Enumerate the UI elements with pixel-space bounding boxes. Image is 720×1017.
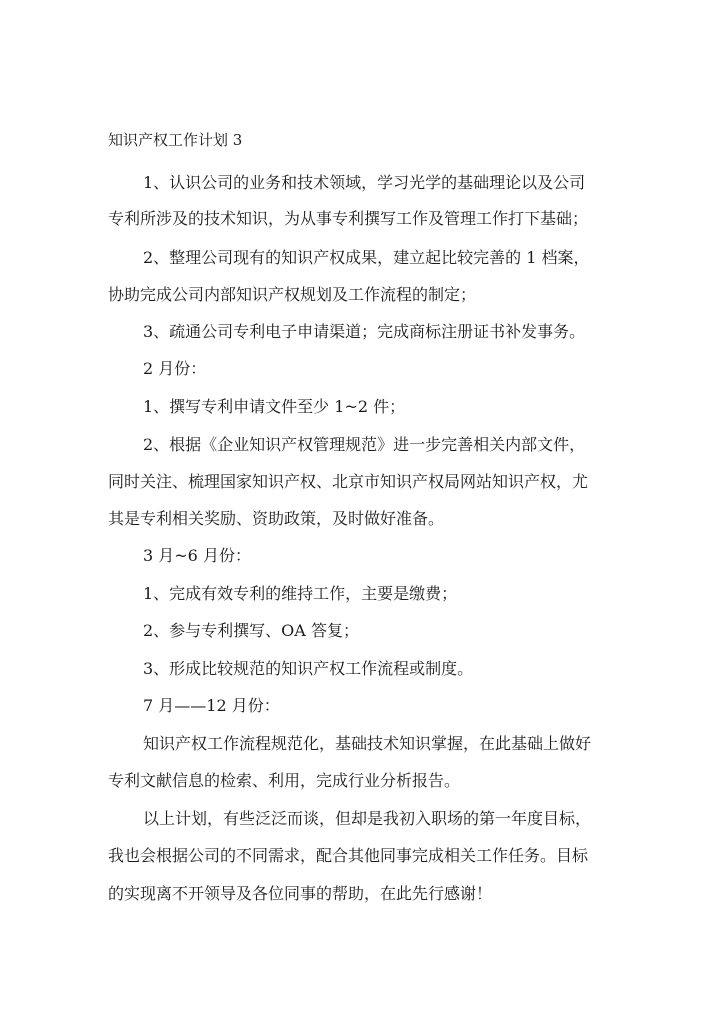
document-title: 知识产权工作计划 3 [108,131,243,149]
paragraph-line: 专利所涉及的技术知识，为从事专利撰写工作及管理工作打下基础； [108,209,589,228]
paragraph-line: 3、形成比较规范的知识产权工作流程或制度。 [143,659,474,678]
paragraph-line: 协助完成公司内部知识产权规划及工作流程的制定； [108,285,477,304]
paragraph-line: 的实现离不开领导及各位同事的帮助，在此先行感谢！ [108,884,493,903]
paragraph-line: 1、撰写专利申请文件至少 1~2 件； [143,397,406,416]
paragraph-line: 知识产权工作流程规范化，基础技术知识掌握，在此基础上做好 [143,734,592,753]
paragraph-line: 1、完成有效专利的维持工作，主要是缴费； [143,584,458,603]
paragraph-line: 专利文献信息的检索、利用，完成行业分析报告。 [108,771,461,790]
section-heading: 3 月~6 月份： [143,546,251,565]
paragraph-line: 2、参与专利撰写、OA 答复； [143,621,359,640]
paragraph-line: 2、整理公司现有的知识产权成果，建立起比较完善的 1 档案， [143,248,590,267]
paragraph-line: 以上计划，有些泛泛而谈，但却是我初入职场的第一年度目标， [143,809,592,828]
paragraph-line: 2、根据《企业知识产权管理规范》进一步完善相关内部文件， [143,435,586,454]
paragraph-line: 同时关注、梳理国家知识产权、北京市知识产权局网站知识产权，尤 [108,472,589,491]
paragraph-line: 3、疏通公司专利电子申请渠道；完成商标注册证书补发事务。 [143,322,586,341]
paragraph-line: 我也会根据公司的不同需求，配合其他同事完成相关工作任务。目标 [108,846,589,865]
paragraph-line: 其是专利相关奖励、资助政策，及时做好准备。 [108,509,445,528]
section-heading: 7 月——12 月份： [143,696,280,715]
paragraph-line: 1、认识公司的业务和技术领域，学习光学的基础理论以及公司 [143,173,586,192]
section-heading: 2 月份： [143,359,207,378]
